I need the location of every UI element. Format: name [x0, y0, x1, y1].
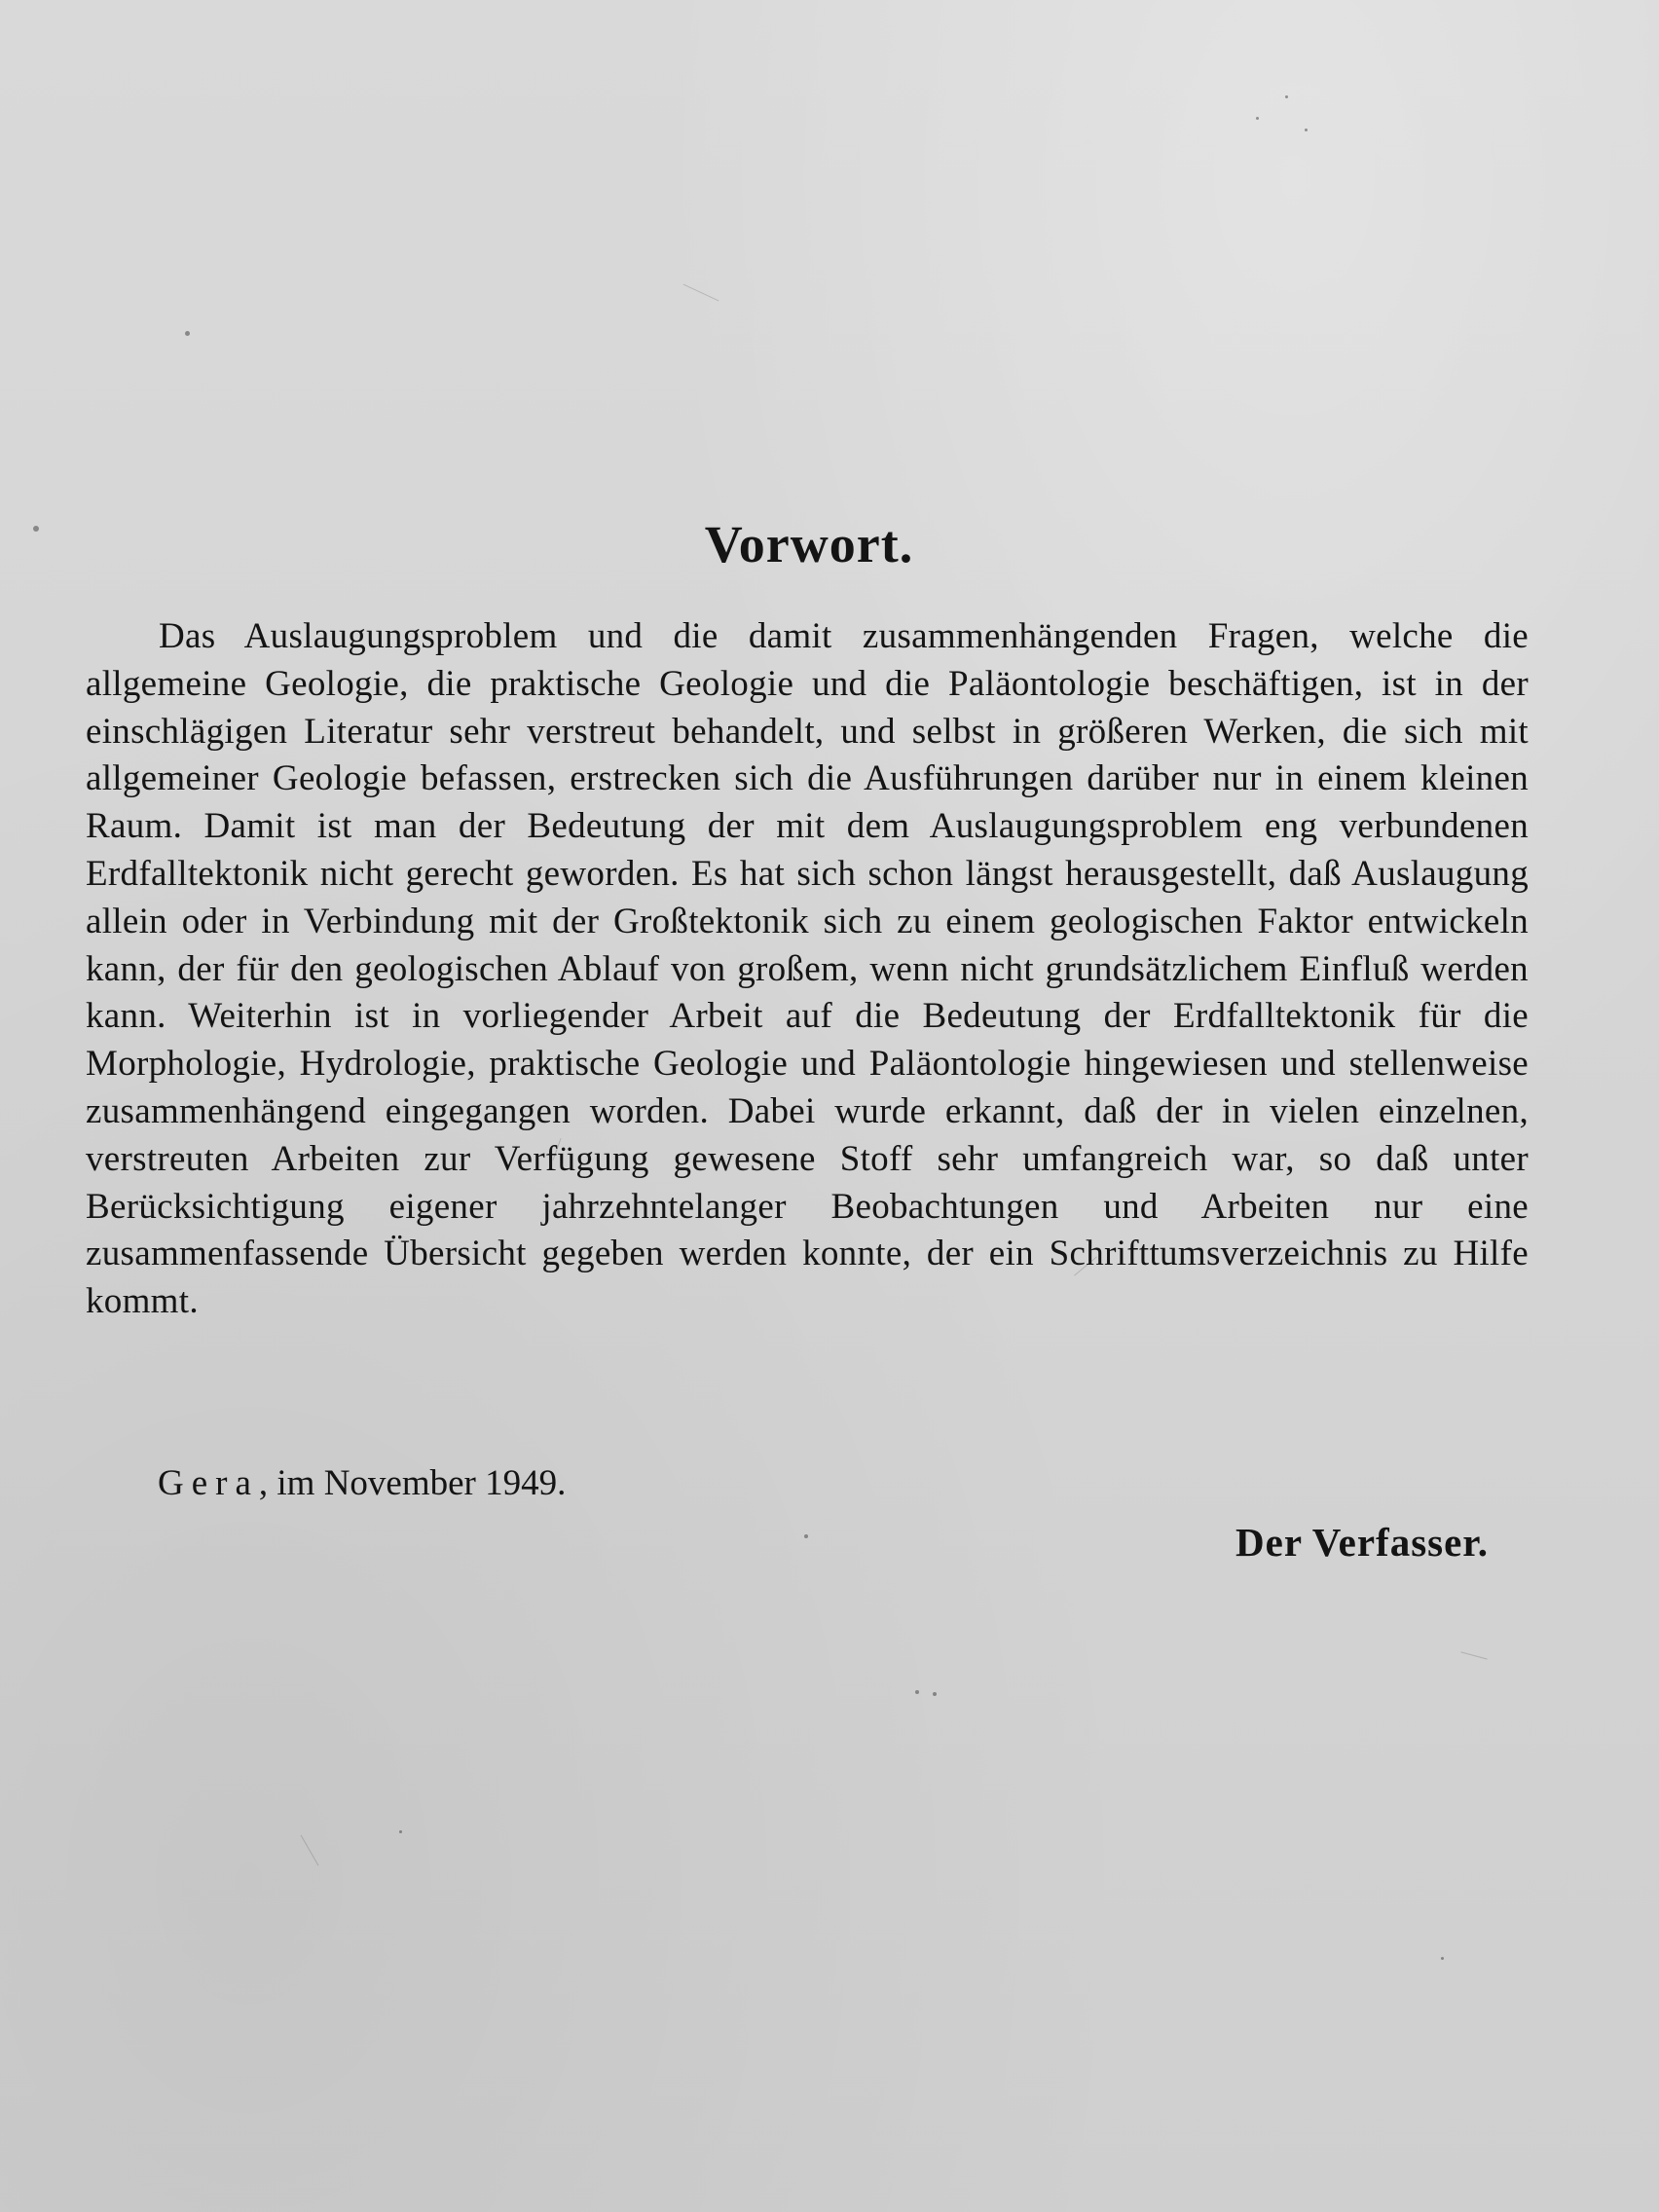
paper-speck	[1285, 95, 1288, 98]
paper-speck	[1441, 1957, 1444, 1960]
place-name: Gera	[158, 1463, 259, 1503]
paper-speck	[804, 1534, 808, 1538]
place-date-line	[158, 1462, 566, 1504]
paper-speck	[1256, 117, 1259, 120]
date-text: , im November 1949.	[258, 1463, 567, 1503]
paper-speck	[1305, 129, 1308, 131]
paper-speck	[933, 1692, 937, 1696]
paper-speck	[915, 1690, 919, 1694]
signature: Der Verfasser.	[1235, 1520, 1489, 1565]
body-paragraph: Das Auslaugungsproblem und die damit zusammenhängenden Fragen, welche die allgemeine Geologie, die praktische Geologie und die Paläontologie beschäftigen, ist in der einschlägigen Literatur sehr verstreut behandelt, und selbst in größeren Werken, die sich mit allgemeiner Geologie befassen, erstrecken sich die Ausführungen darüber nur in einem kleinen Raum. Damit ist man der Bedeutung der mit dem Auslaugungsproblem eng verbundenen Erdfalltektonik nicht gerecht geworden. Es hat sich schon längst herausgestellt, daß Auslaugung allein oder in Verbindung mit der Großtektonik sich zu einem geologischen Faktor entwickeln kann, der für den geologischen Ablauf von großem, wenn nicht grundsätzlichem Einfluß werden kann. Weiterhin ist in vorliegender Arbeit auf die Bedeutung der Erdfalltektonik für die Morphologie, Hydrologie, praktische Geologie und Paläontologie hingewiesen und stellenweise zusammenhängend eingegangen worden. Dabei wurde erkannt, daß der in vielen einzelnen, verstreuten Arbeiten zur Verfügung gewesene Stoff sehr umfangreich war, so daß unter Berücksichtigung eigener jahrzehntelanger Beobachtungen und Arbeiten nur eine zusammenfassende Übersicht gegeben werden konnte, der ein Schrifttumsverzeichnis zu Hilfe kommt.	[86, 616, 1529, 1322]
paper-fiber	[683, 284, 719, 302]
paper-speck	[399, 1830, 402, 1833]
paper-speck	[185, 331, 190, 336]
paper-fiber	[1460, 1651, 1487, 1659]
page-title: Vorwort.	[704, 515, 914, 573]
paper-fiber	[301, 1835, 319, 1866]
